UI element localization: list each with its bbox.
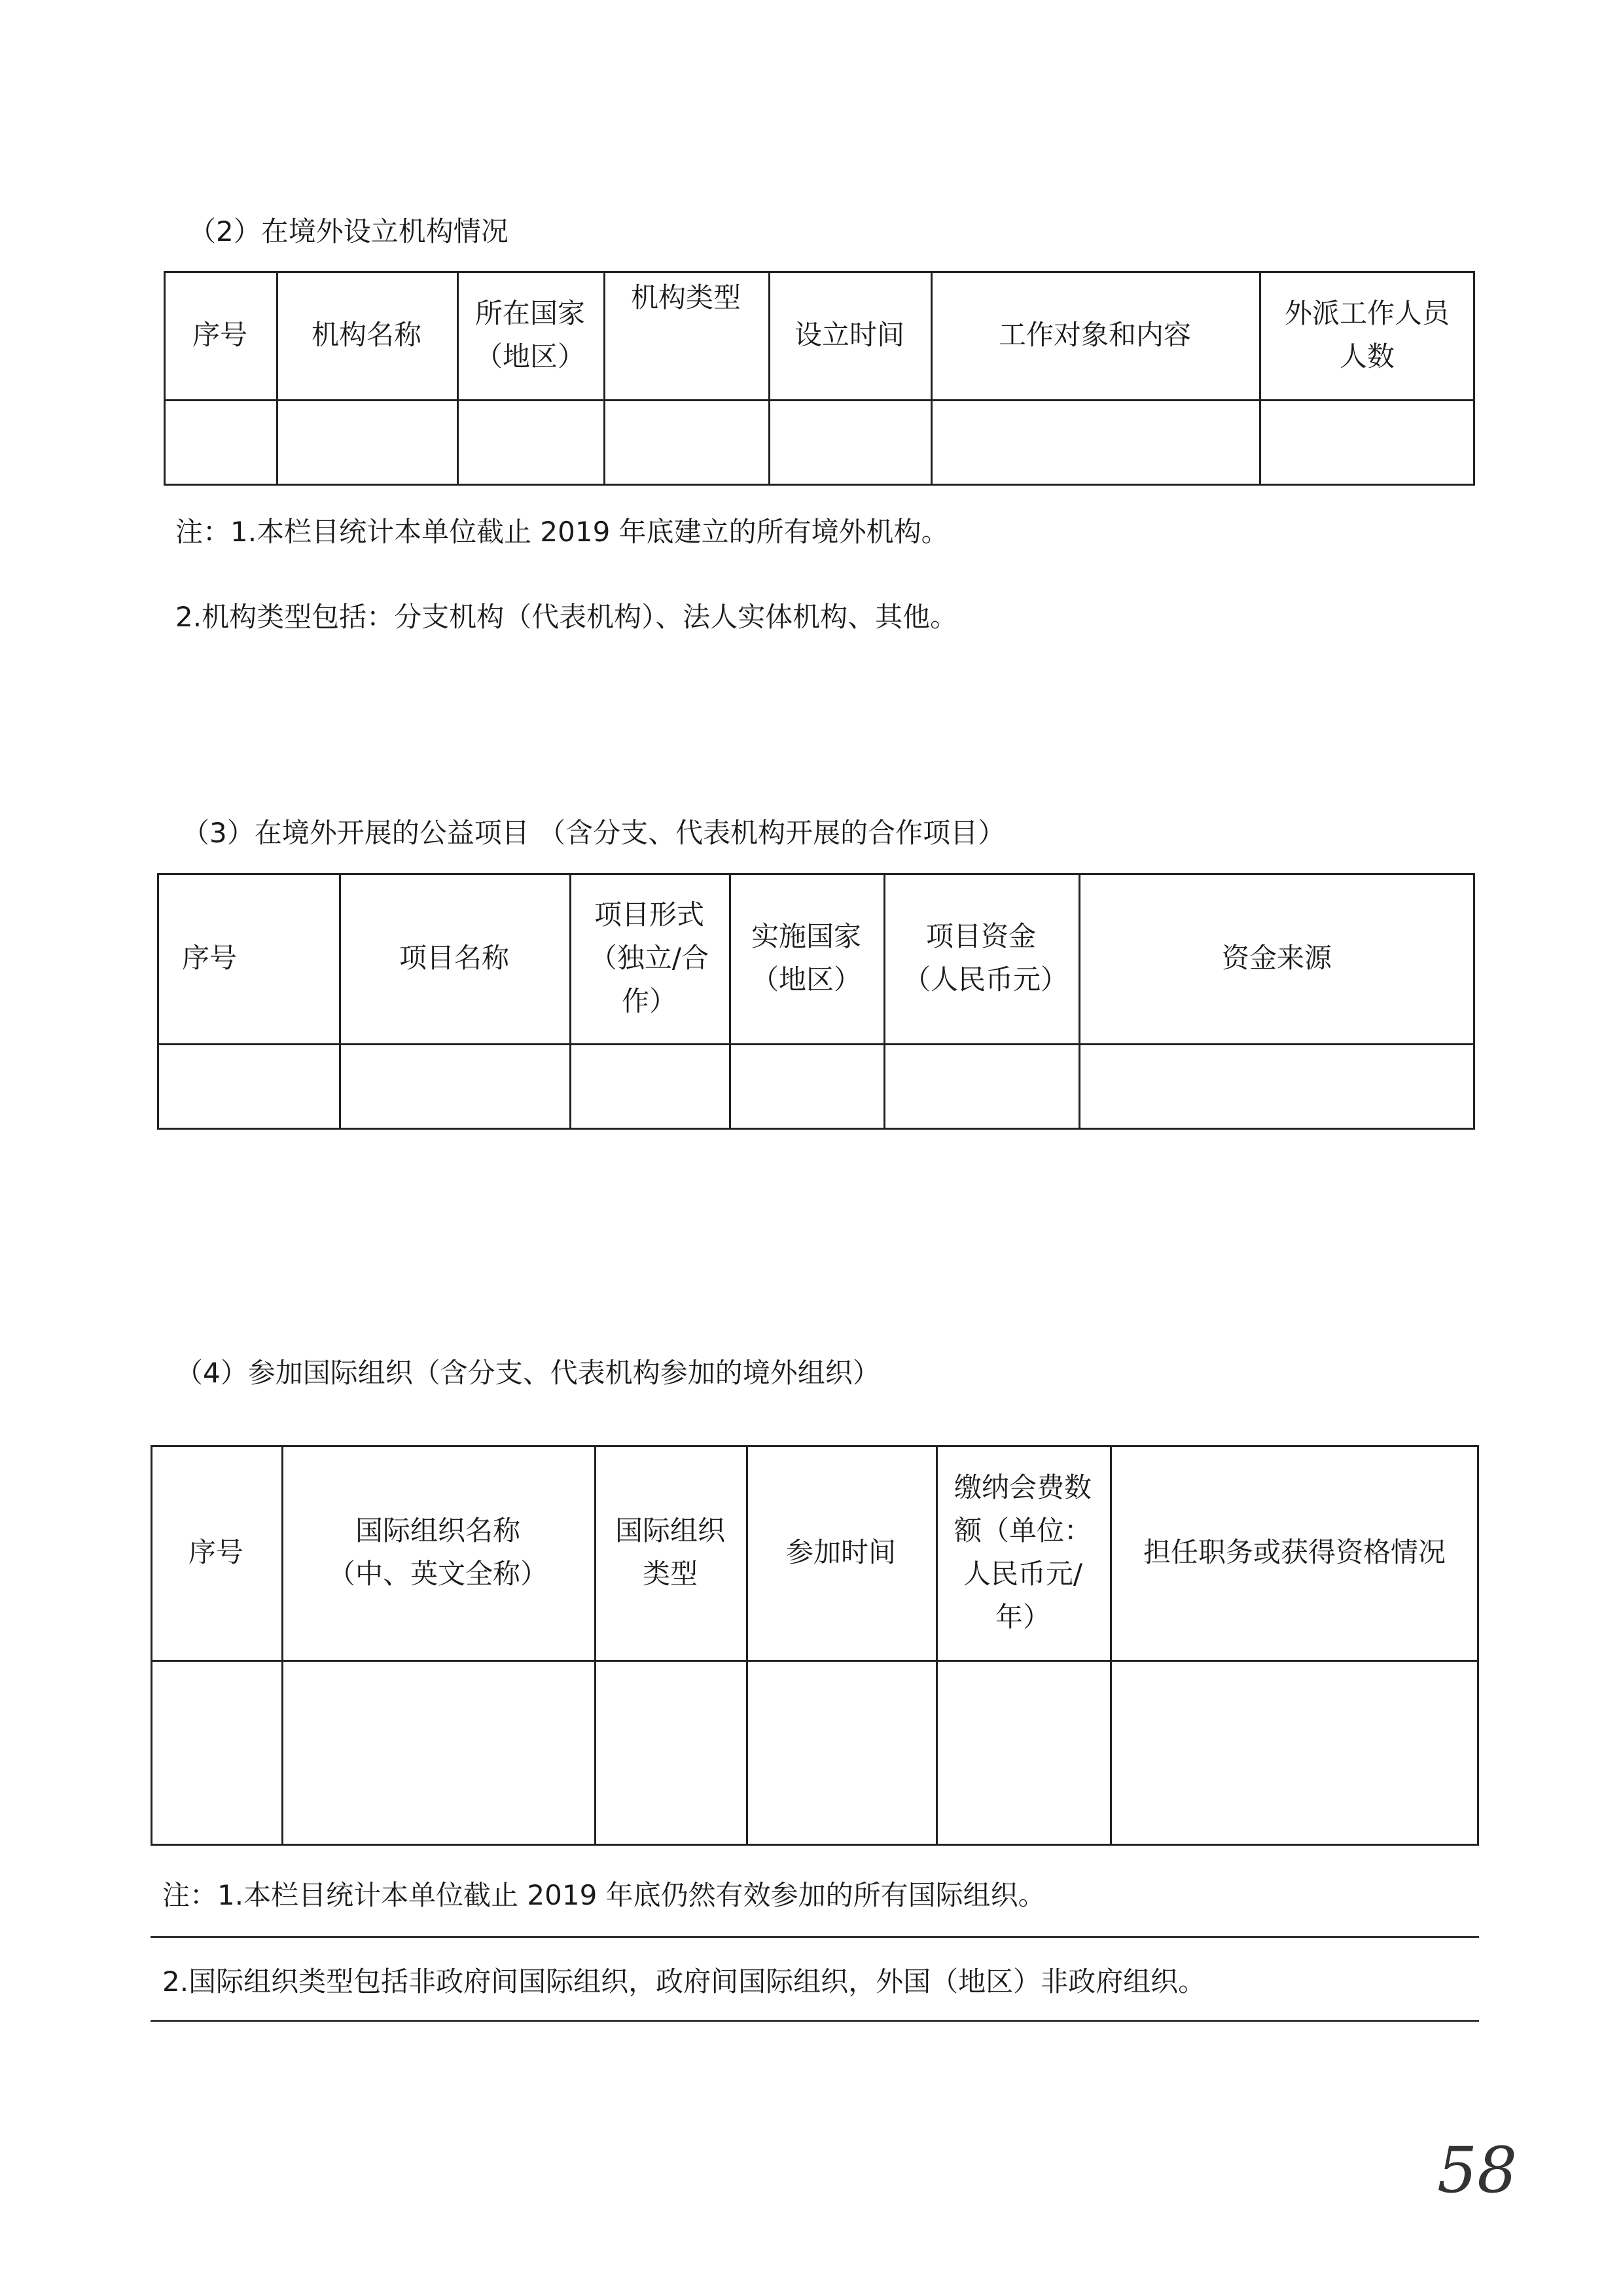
header-cell-work-content: 工作对象和内容 [998,319,1191,351]
header-cell-intl-org-type: 国际组织类型 [615,1515,725,1590]
header-cell-project-form: 项目形式（独立/合作） [589,899,709,1017]
section3-heading: （3）在境外开展的公益项目 （含分支、代表机构开展的合作项目） [182,817,1006,849]
header-cell-project-name: 项目名称 [399,942,509,974]
section2-heading: （2）在境外设立机构情况 [188,215,508,247]
section4-heading: （4）参加国际组织（含分支、代表机构参加的境外组织） [175,1357,880,1389]
page-number: 58 [1437,2134,1518,2207]
section3-table [157,873,1475,1130]
header-cell-org-name: 机构名称 [311,319,421,351]
header-cell-seq: 序号 [192,319,247,351]
divider [151,2020,1479,2022]
header-cell-country: 实施国家（地区） [751,920,861,996]
header-cell-setup-time: 设立时间 [794,319,904,351]
section2-note2: 2.机构类型包括：分支机构（代表机构）、法人实体机构、其他。 [175,601,958,633]
header-cell-fund-source: 资金来源 [1221,942,1332,974]
section2-note1: 注：1.本栏目统计本单位截止 2019 年底建立的所有境外机构。 [175,516,949,548]
section4-note1: 注：1.本栏目统计本单位截止 2019 年底仍然有效参加的所有国际组织。 [162,1879,1046,1911]
header-cell-intl-org-name: 国际组织名称（中、英文全称） [327,1515,548,1590]
header-cell-position: 担任职务或获得资格情况 [1143,1536,1446,1568]
header-cell-funds: 项目资金（人民币元） [903,920,1069,996]
header-cell-seq: 序号 [188,1536,243,1568]
section4-note2: 2.国际组织类型包括非政府间国际组织，政府间国际组织，外国（地区）非政府组织。 [162,1965,1206,1998]
header-cell-staff-count: 外派工作人员人数 [1284,297,1450,372]
header-cell-org-type: 机构类型 [630,281,741,314]
header-cell-country: 所在国家（地区） [474,297,585,372]
header-cell-join-time: 参加时间 [785,1536,896,1568]
section2-table [164,271,1475,486]
header-cell-fee: 缴纳会费数额（单位：人民币元/年） [954,1471,1092,1633]
header-cell-seq: 序号 [181,942,237,974]
divider [151,1936,1479,1938]
section4-table [151,1445,1479,1846]
